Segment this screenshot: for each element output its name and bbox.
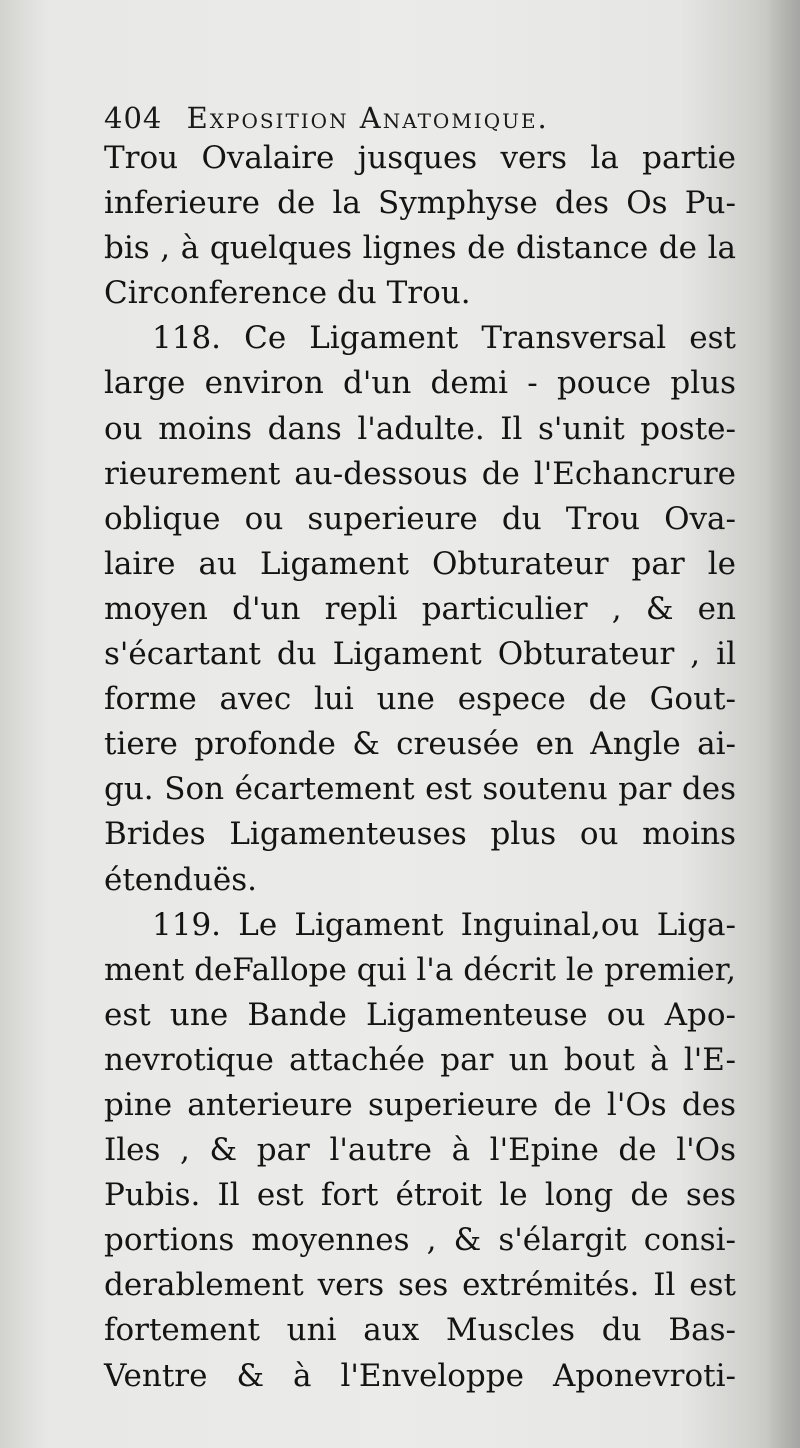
text-line: gu. Son écartement est soutenu par des [104, 771, 736, 808]
text-line: 118. Ce Ligament Transversal est [152, 320, 736, 357]
text-line: Ventre & à l'Enveloppe Aponevroti- [104, 1357, 736, 1394]
page-number: 404 [104, 101, 163, 135]
text-line: Trou Ovalaire jusques vers la partie [104, 140, 736, 176]
text-line: forme avec lui une espece de Gout- [104, 681, 736, 718]
text-line: Pubis. Il est fort étroit le long de ses [104, 1177, 736, 1214]
text-line: est une Bande Ligamenteuse ou Apo- [104, 996, 736, 1033]
text-line: fortement uni aux Muscles du Bas- [104, 1312, 736, 1349]
text-line: Circonference du Trou. [104, 275, 471, 312]
text-line: large environ d'un demi - pouce plus [104, 365, 736, 402]
text-line: Brides Ligamenteuses plus ou moins [104, 816, 736, 853]
text-line: pine anterieure superieure de l'Os des [104, 1086, 736, 1123]
text-line: bis , à quelques lignes de distance de la [104, 230, 736, 267]
text-line: s'écartant du Ligament Obturateur , il [104, 636, 736, 673]
text-line: laire au Ligament Obturateur par le [104, 545, 736, 582]
running-title: Exposition Anatomique. [186, 101, 549, 135]
body-text [104, 136, 736, 1399]
text-line: oblique ou superieure du Trou Ova- [104, 500, 736, 537]
text-line: derablement vers ses extrémités. Il est [104, 1267, 736, 1304]
page-header [104, 96, 744, 140]
text-line: rieurement au-dessous de l'Echancrure [104, 455, 736, 492]
page-edge-shadow [766, 0, 800, 1448]
text-line: Iles , & par l'autre à l'Epine de l'Os [104, 1132, 736, 1169]
text-line: inferieure de la Symphyse des Os Pu- [104, 185, 736, 222]
text-line: 119. Le Ligament Inguinal,ou Liga- [152, 906, 736, 943]
text-line: portions moyennes , & s'élargit consi- [104, 1222, 736, 1259]
text-line: moyen d'un repli particulier , & en [104, 590, 736, 627]
text-line: nevrotique attachée par un bout à l'E- [104, 1041, 736, 1078]
text-line: ment deFallope qui l'a décrit le premier, [104, 951, 736, 988]
text-line: tiere profonde & creusée en Angle ai- [104, 726, 736, 763]
text-line: ou moins dans l'adulte. Il s'unit poste- [104, 410, 736, 447]
text-line: étenduës. [104, 861, 258, 898]
